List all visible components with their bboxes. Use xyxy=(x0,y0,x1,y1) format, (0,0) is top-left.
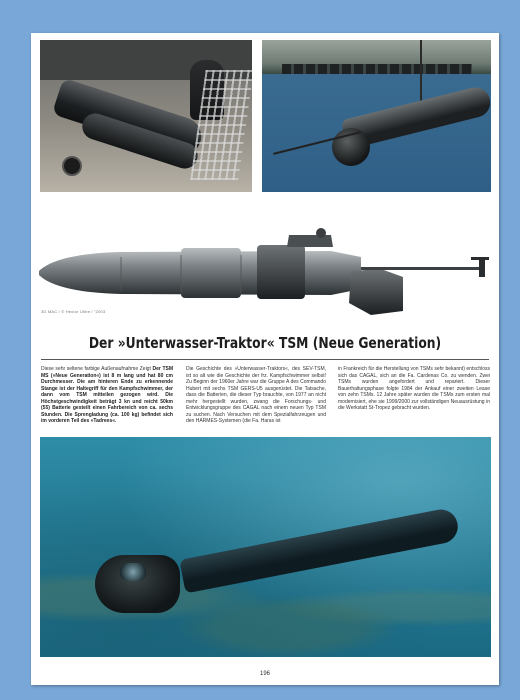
top-mechanism xyxy=(287,235,333,247)
crane-rope xyxy=(420,40,422,108)
article-title: Der »Unterwasser-Traktor« TSM (Neue Generation) xyxy=(88,334,442,352)
photo-credit: 3D MAC / © Hector Ulibe / "2003 xyxy=(41,309,106,314)
caption-lead: Diese sehr seltene farbige Außenaufnahme Zeigt xyxy=(41,366,151,372)
photo-dock-vehicle-trolley xyxy=(40,40,252,192)
vehicle-side-view xyxy=(31,223,499,333)
caption-column xyxy=(41,366,173,425)
top-knob xyxy=(316,228,326,238)
photo-harbor-lift xyxy=(262,40,491,192)
photo-diver-underwater xyxy=(40,437,491,657)
diver-mask xyxy=(120,563,146,581)
handle-bar xyxy=(361,267,483,270)
body-column-2: Die Geschichte des »Unterwasser-Traktors«, des SEV-TSM, ist so alt wie die Geschichte der frz. Kampfschwimmer selbst! Zu Beginn der 1960er Jahre war die Gruppe A des Commando Hubert mit sechs TSM GERS-U5 ausgerüstet. Die Tatsache, dass die Batterien, die dieser Typ brauchte, von 1977 an nicht mehr hergestellt wurden, zwang die Forschungs- und Entwicklungsgruppe des CAGAL nach einem neuen Typ TSM zu suchen. Nach Versuchen mit dem Spezialfahrzeugen und den HARMES-Systemen (die Fa. Haras ist xyxy=(186,366,326,424)
handle-grip xyxy=(479,259,485,277)
quay-fenders xyxy=(282,64,472,74)
handle-crossbar xyxy=(471,257,489,260)
body-column-3: in Frankreich für die Herstellung von TSMs sehr bekannt) entschloss sich das CAGAL, sich an die Fa. Cardenas Co. zu wenden. Zwei TSMs wurden angefordert und repariert. Dieser Bauerhaltungsphase folgte 1984 der Ankauf einer zweiten Lease von zehn TSMs. 12 Jahre später wurden die TSMs zum ersten mal modernisiert, ehe sie 1999/2000 zur vollständigen Neuausrüstung in die Werkstatt St-Tropez gebracht wurden. xyxy=(338,366,490,411)
control-box xyxy=(257,245,305,299)
magazine-page xyxy=(31,33,499,685)
vehicle-illustration xyxy=(31,223,499,333)
caption-bold: Der TSM MS (»Neue Generation«) ist 8 m lang und hat 80 cm Durchmesser. Die am hinteren Ende zu erkennende Stange ist der Haltegriff für den Kampfschwimmer, der dann vom TSM mitteilen gezogen wird. Die Höchstgeschwindigkeit beträgt 3 kn und reicht 50km (55) Batterie gesteilt einen Fahrbereich von ca. sechs Stunden. Die Sprengladung (ca. 100 kg) befindet sich im vorderen Teil des »Tadrees«. xyxy=(41,366,173,424)
trolley-wheel xyxy=(62,156,82,176)
propeller-shroud xyxy=(349,269,403,315)
hull-section xyxy=(181,248,241,298)
title-divider xyxy=(41,359,489,360)
page-number: 196 xyxy=(259,671,270,677)
